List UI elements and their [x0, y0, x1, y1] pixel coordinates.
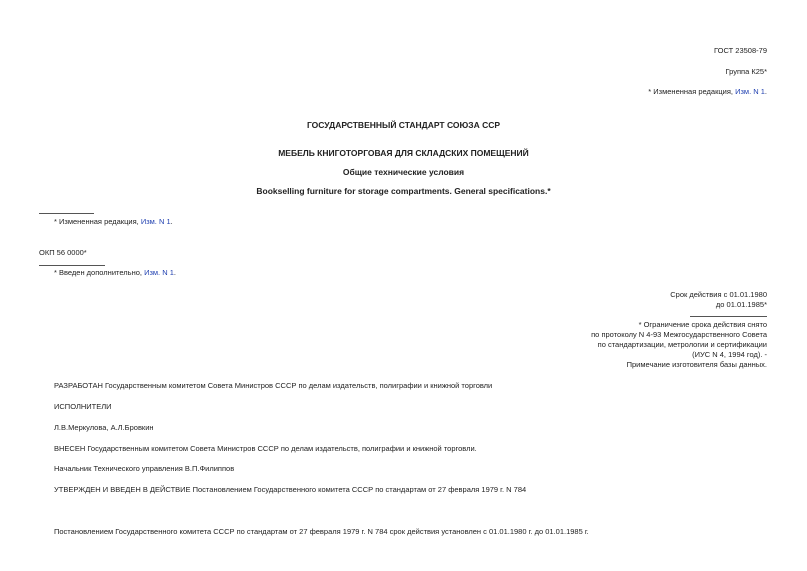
validity-to: до 01.01.1985* — [715, 300, 767, 309]
footnote-amended-period: . — [170, 217, 173, 226]
footnote-added-link[interactable]: Изм. N 1 — [144, 268, 174, 277]
footnote-divider — [39, 213, 94, 214]
resolution-statement: Постановлением Государственного комитета СССР по стандартам от 27 февраля 1979 г. N 784 срок действия установлен с 01.01.1980 г. до 01.01.1985 г. — [54, 527, 589, 536]
amended-note — [648, 87, 767, 97]
amendment-link[interactable]: Изм. N 1 — [735, 87, 765, 96]
footnote-added-period: . — [173, 268, 176, 277]
executors-heading: ИСПОЛНИТЕЛИ — [54, 402, 112, 411]
validity-note-line: Примечание изготовителя базы данных. — [626, 360, 767, 369]
validity-from: Срок действия с 01.01.1980 — [670, 290, 767, 299]
gost-number: ГОСТ 23508-79 — [713, 46, 767, 55]
footnote-amended-text: * Измененная редакция, — [54, 217, 139, 226]
footnote-divider — [690, 316, 767, 317]
okp-code: ОКП 56 0000* — [39, 248, 87, 257]
amended-note-period: . — [764, 87, 767, 96]
standard-title: ГОСУДАРСТВЕННЫЙ СТАНДАРТ СОЮЗА ССР — [306, 120, 501, 130]
document-subtitle: Общие технические условия — [342, 167, 465, 177]
footnote-added — [54, 268, 176, 278]
developed-by: РАЗРАБОТАН Государственным комитетом Совета Министров СССР по делам издательств, полиграфии и книжной торговли — [54, 381, 493, 390]
introduced-by: ВНЕСЕН Государственным комитетом Совета Министров СССР по делам издательств, полиграфии и книжной торговли. — [54, 444, 477, 453]
document-title: МЕБЕЛЬ КНИГОТОРГОВАЯ ДЛЯ СКЛАДСКИХ ПОМЕЩЕНИЙ — [278, 148, 529, 158]
approved-by: УТВЕРЖДЕН И ВВЕДЕН В ДЕЙСТВИЕ Постановлением Государственного комитета СССР по стандартам от 27 февраля 1979 г. N 784 — [54, 485, 527, 494]
head-of-department: Начальник Технического управления В.П.Филиппов — [54, 464, 235, 473]
amended-note-text: * Измененная редакция, — [648, 87, 733, 96]
validity-note-line: по протоколу N 4-93 Межгосударственного Совета — [591, 330, 767, 339]
executors-list: Л.В.Меркулова, А.Л.Бровкин — [54, 423, 154, 432]
footnote-added-text: * Введен дополнительно, — [54, 268, 142, 277]
validity-note-line: по стандартизации, метрологии и сертификации — [597, 340, 767, 349]
document-title-english: Bookselling furniture for storage compartments. General specifications.* — [256, 186, 551, 196]
footnote-amendment-link[interactable]: Изм. N 1 — [140, 217, 171, 226]
group-code: Группа К25* — [725, 67, 767, 76]
validity-note-line: * Ограничение срока действия снято — [638, 320, 767, 329]
footnote-divider — [39, 265, 105, 266]
validity-note-line: (ИУС N 4, 1994 год). - — [692, 350, 767, 359]
footnote-amended — [54, 217, 173, 227]
